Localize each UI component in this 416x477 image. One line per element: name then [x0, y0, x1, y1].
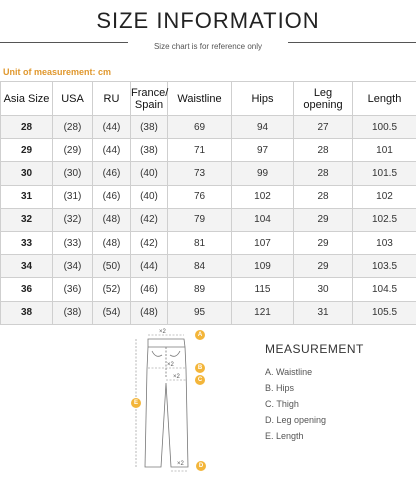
- measurement-title: MEASUREMENT: [265, 342, 364, 356]
- table-cell: 36: [1, 278, 53, 301]
- size-table-body: [1, 116, 416, 325]
- table-cell: (31): [53, 185, 93, 208]
- marker-a: A: [195, 330, 205, 340]
- table-cell: 84: [168, 255, 232, 278]
- table-cell: 79: [168, 208, 232, 231]
- table-header-row: [1, 82, 416, 116]
- table-cell: (46): [93, 162, 131, 185]
- table-row: [1, 116, 416, 139]
- table-cell: 103: [353, 231, 416, 254]
- table-cell: 104.5: [353, 278, 416, 301]
- table-row: [1, 231, 416, 254]
- table-cell: (48): [131, 301, 168, 324]
- table-cell: 71: [168, 139, 232, 162]
- table-cell: 30: [1, 162, 53, 185]
- table-cell: 31: [294, 301, 353, 324]
- dim-label-a: ×2: [159, 329, 166, 335]
- header-france-spain: France/ Spain: [131, 82, 168, 116]
- table-cell: (40): [131, 162, 168, 185]
- table-cell: 76: [168, 185, 232, 208]
- measurement-item-hips: B. Hips: [265, 383, 295, 393]
- table-cell: 105.5: [353, 301, 416, 324]
- table-row: [1, 278, 416, 301]
- size-table: [0, 81, 416, 325]
- table-cell: (34): [53, 255, 93, 278]
- measurement-item-leg-opening: D. Leg opening: [265, 415, 327, 425]
- marker-d: D: [196, 461, 206, 471]
- table-cell: 89: [168, 278, 232, 301]
- table-cell: (44): [131, 255, 168, 278]
- measurement-item-length: E. Length: [265, 431, 304, 441]
- table-cell: 28: [294, 185, 353, 208]
- table-cell: 28: [294, 162, 353, 185]
- table-cell: 104: [232, 208, 294, 231]
- table-cell: (29): [53, 139, 93, 162]
- table-row: [1, 139, 416, 162]
- measurement-item-thigh: C. Thigh: [265, 399, 299, 409]
- table-cell: 107: [232, 231, 294, 254]
- table-cell: 101.5: [353, 162, 416, 185]
- unit-note: Unit of measurement: cm: [3, 67, 112, 77]
- table-cell: 38: [1, 301, 53, 324]
- marker-b: B: [195, 363, 205, 373]
- table-cell: 29: [294, 255, 353, 278]
- pants-diagram: [118, 325, 218, 473]
- header-ru: RU: [93, 82, 131, 116]
- table-cell: (28): [53, 116, 93, 139]
- table-cell: 102.5: [353, 208, 416, 231]
- table-cell: 81: [168, 231, 232, 254]
- table-cell: (54): [93, 301, 131, 324]
- dim-label-c: ×2: [173, 374, 180, 380]
- table-cell: 102: [353, 185, 416, 208]
- table-cell: 69: [168, 116, 232, 139]
- marker-e: E: [131, 398, 141, 408]
- table-cell: (50): [93, 255, 131, 278]
- table-cell: (33): [53, 231, 93, 254]
- table-cell: (38): [131, 116, 168, 139]
- table-cell: 29: [1, 139, 53, 162]
- table-cell: (38): [53, 301, 93, 324]
- table-cell: 109: [232, 255, 294, 278]
- table-row: [1, 255, 416, 278]
- table-cell: 94: [232, 116, 294, 139]
- table-row: [1, 301, 416, 324]
- table-cell: 103.5: [353, 255, 416, 278]
- table-cell: (32): [53, 208, 93, 231]
- table-cell: 100.5: [353, 116, 416, 139]
- page-title: SIZE INFORMATION: [96, 8, 320, 33]
- table-cell: (36): [53, 278, 93, 301]
- table-cell: (48): [93, 231, 131, 254]
- table-cell: (48): [93, 208, 131, 231]
- table-cell: (30): [53, 162, 93, 185]
- marker-c: C: [195, 375, 205, 385]
- table-cell: (44): [93, 139, 131, 162]
- table-cell: 121: [232, 301, 294, 324]
- header-usa: USA: [53, 82, 93, 116]
- table-cell: 102: [232, 185, 294, 208]
- header-leg-opening: Leg opening: [294, 82, 353, 116]
- dim-label-d: ×2: [177, 461, 184, 467]
- reference-note: Size chart is for reference only: [153, 42, 263, 51]
- measurement-item-waistline: A. Waistline: [265, 367, 313, 377]
- dim-label-b: ×2: [167, 362, 174, 368]
- table-cell: (42): [131, 208, 168, 231]
- table-row: [1, 162, 416, 185]
- table-cell: (46): [93, 185, 131, 208]
- table-cell: (42): [131, 231, 168, 254]
- table-row: [1, 208, 416, 231]
- table-cell: 29: [294, 208, 353, 231]
- table-cell: 31: [1, 185, 53, 208]
- table-cell: 115: [232, 278, 294, 301]
- header-hips: Hips: [232, 82, 294, 116]
- header-waistline: Waistline: [168, 82, 232, 116]
- table-cell: (52): [93, 278, 131, 301]
- table-cell: 101: [353, 139, 416, 162]
- table-cell: (40): [131, 185, 168, 208]
- table-cell: 73: [168, 162, 232, 185]
- table-row: [1, 185, 416, 208]
- table-cell: 99: [232, 162, 294, 185]
- table-cell: 27: [294, 116, 353, 139]
- table-cell: 97: [232, 139, 294, 162]
- table-cell: (44): [93, 116, 131, 139]
- table-cell: 29: [294, 231, 353, 254]
- table-cell: 30: [294, 278, 353, 301]
- table-cell: 28: [1, 116, 53, 139]
- table-cell: 34: [1, 255, 53, 278]
- table-cell: (46): [131, 278, 168, 301]
- table-cell: (38): [131, 139, 168, 162]
- table-cell: 28: [294, 139, 353, 162]
- header-asia-size: Asia Size: [1, 82, 53, 116]
- header-length: Length: [353, 82, 416, 116]
- table-cell: 33: [1, 231, 53, 254]
- table-cell: 95: [168, 301, 232, 324]
- table-cell: 32: [1, 208, 53, 231]
